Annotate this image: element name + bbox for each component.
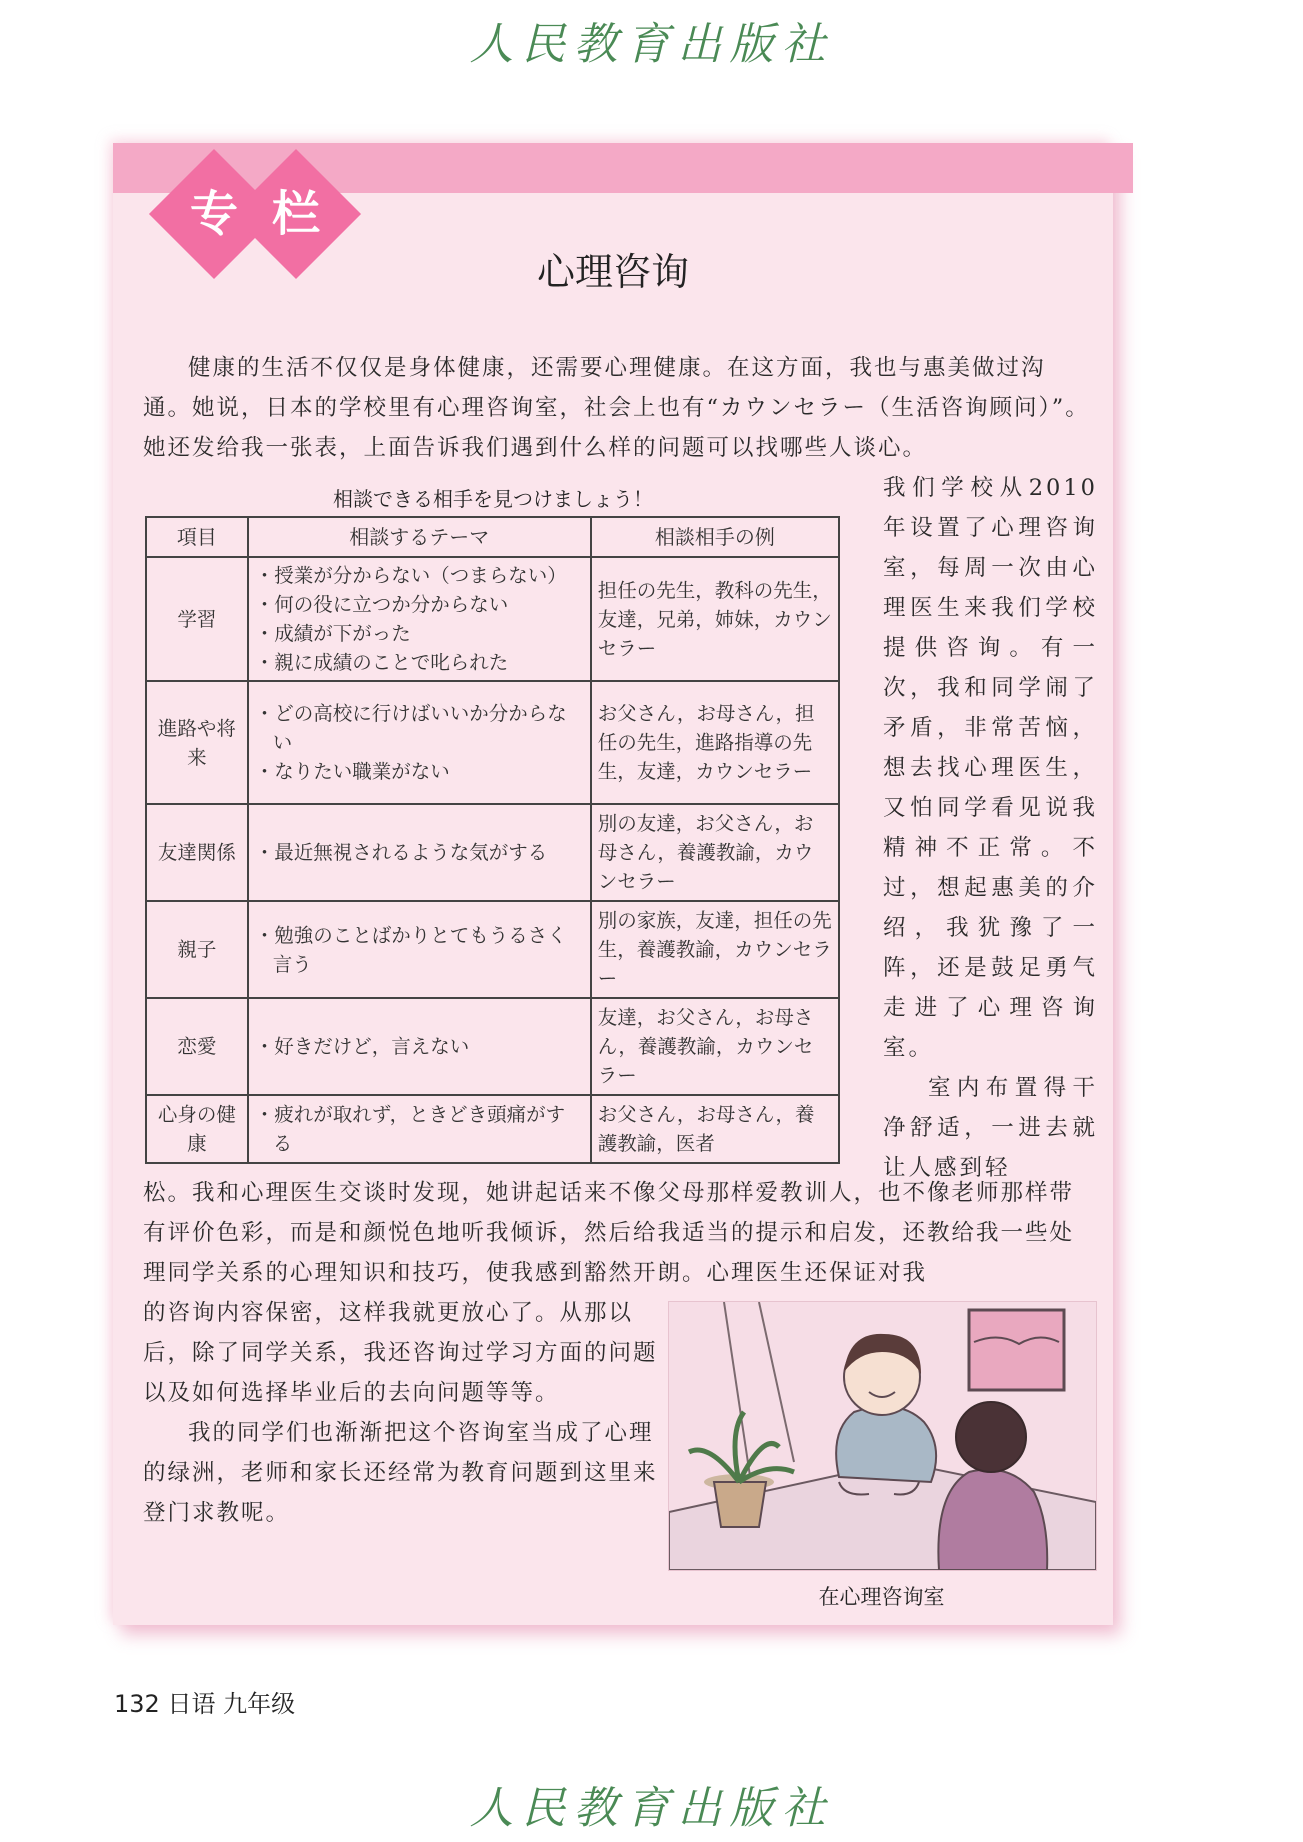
theme-item: ・勉強のことばかりとてもうるさく言う xyxy=(254,923,567,976)
column-panel xyxy=(113,143,1113,1625)
theme-item: ・授業が分からない（つまらない） xyxy=(254,564,567,587)
page-footer xyxy=(114,1684,295,1719)
row-item: 学習 xyxy=(146,557,248,681)
side-paragraph-1: 我们学校从2010年设置了心理咨询室，每周一次由心理医生来我们学校提供咨询。有一次，我和同学闹了矛盾，非常苦恼，想去找心理医生，又怕同学看见说我精神不正常。不过，想起惠美的介绍，我犹豫了一阵，还是鼓足勇气走进了心理咨询室。 xyxy=(883,475,1098,1061)
row-themes xyxy=(248,998,591,1095)
theme-item: ・なりたい職業がない xyxy=(254,760,450,783)
table-header-row xyxy=(146,517,839,557)
theme-item: ・好きだけど，言えない xyxy=(254,1035,470,1058)
header-item: 項目 xyxy=(146,517,248,557)
table-row xyxy=(146,901,839,998)
row-partners: お父さん，お母さん，養護教諭，医者 xyxy=(591,1095,839,1163)
counseling-room-illustration xyxy=(668,1301,1097,1571)
theme-item: ・どの高校に行けばいいか分からない xyxy=(254,702,567,754)
row-item: 親子 xyxy=(146,901,248,998)
table-title: 相談できる相手を見つけましょう！ xyxy=(333,487,653,511)
row-themes xyxy=(248,1095,591,1163)
row-themes xyxy=(248,681,591,804)
left-paragraph-2: 我的同学们也渐渐把这个咨询室当成了心理的绿洲，老师和家长还经常为教育问题到这里来登门求教呢。 xyxy=(143,1420,658,1526)
row-item: 友達関係 xyxy=(146,804,248,901)
row-partners: 別の家族，友達，担任の先生，養護教諭，カウンセラー xyxy=(591,901,839,998)
header-partner: 相談相手の例 xyxy=(591,517,839,557)
table-row xyxy=(146,681,839,804)
row-themes xyxy=(248,901,591,998)
left-column-text xyxy=(143,1293,658,1533)
table-row xyxy=(146,1095,839,1163)
theme-item: ・親に成績のことで叱られた xyxy=(254,651,509,674)
publisher-logo-bottom: 人民教育出版社 xyxy=(469,1783,834,1834)
theme-item: ・成績が下がった xyxy=(254,622,411,645)
row-themes xyxy=(248,557,591,681)
row-item: 心身の健康 xyxy=(146,1095,248,1163)
row-partners: 友達，お父さん，お母さん，養護教諭，カウンセラー xyxy=(591,998,839,1095)
row-partners: 別の友達，お父さん，お母さん，養護教諭，カウンセラー xyxy=(591,804,839,901)
section-title: 心理咨询 xyxy=(536,250,689,294)
book-name: 日语 九年级 xyxy=(167,1690,296,1718)
table-row xyxy=(146,804,839,901)
theme-item: ・最近無視されるような気がする xyxy=(254,841,548,864)
side-paragraph-2: 室内布置得干净舒适，一进去就让人感到轻 xyxy=(883,1075,1098,1181)
row-item: 進路や将来 xyxy=(146,681,248,804)
illustration-art xyxy=(669,1302,1096,1570)
left-paragraph-1: 的咨询内容保密，这样我就更放心了。从那以后，除了同学关系，我还咨询过学习方面的问题以及如何选择毕业后的去向问题等等。 xyxy=(143,1300,658,1406)
side-column-text xyxy=(883,468,1098,1188)
intro-paragraph: 健康的生活不仅仅是身体健康，还需要心理健康。在这方面，我也与惠美做过沟通。她说，日本的学校里有心理咨询室，社会上也有“カウンセラー（生活咨询顾问）”。她还发给我一张表，上面告诉我们遇到什么样的问题可以找哪些人谈心。 xyxy=(143,355,1090,461)
illustration-caption: 在心理咨询室 xyxy=(818,1585,945,1609)
header-theme: 相談するテーマ xyxy=(248,517,591,557)
consultation-table xyxy=(145,516,840,1164)
theme-item: ・疲れが取れず，ときどき頭痛がする xyxy=(254,1103,566,1155)
continued-paragraph: 松。我和心理医生交谈时发现，她讲起话来不像父母那样爱教训人，也不像老师那样带有评价色彩，而是和颜悦色地听我倾诉，然后给我适当的提示和启发，还教给我一些处理同学关系的心理知识和技巧，使我感到豁然开朗。心理医生还保证对我 xyxy=(143,1180,1075,1286)
publisher-logo-top: 人民教育出版社 xyxy=(469,19,834,70)
page-number: 132 xyxy=(114,1690,160,1718)
table-row xyxy=(146,998,839,1095)
theme-item: ・何の役に立つか分からない xyxy=(254,593,509,616)
row-item: 恋愛 xyxy=(146,998,248,1095)
badge-char-1: 专 xyxy=(189,186,238,242)
row-partners: お父さん，お母さん，担任の先生，進路指導の先生，友達，カウンセラー xyxy=(591,681,839,804)
table-row xyxy=(146,557,839,681)
badge-char-2: 栏 xyxy=(271,186,320,242)
row-themes xyxy=(248,804,591,901)
row-partners: 担任の先生，教科の先生，友達，兄弟，姉妹，カウンセラー xyxy=(591,557,839,681)
